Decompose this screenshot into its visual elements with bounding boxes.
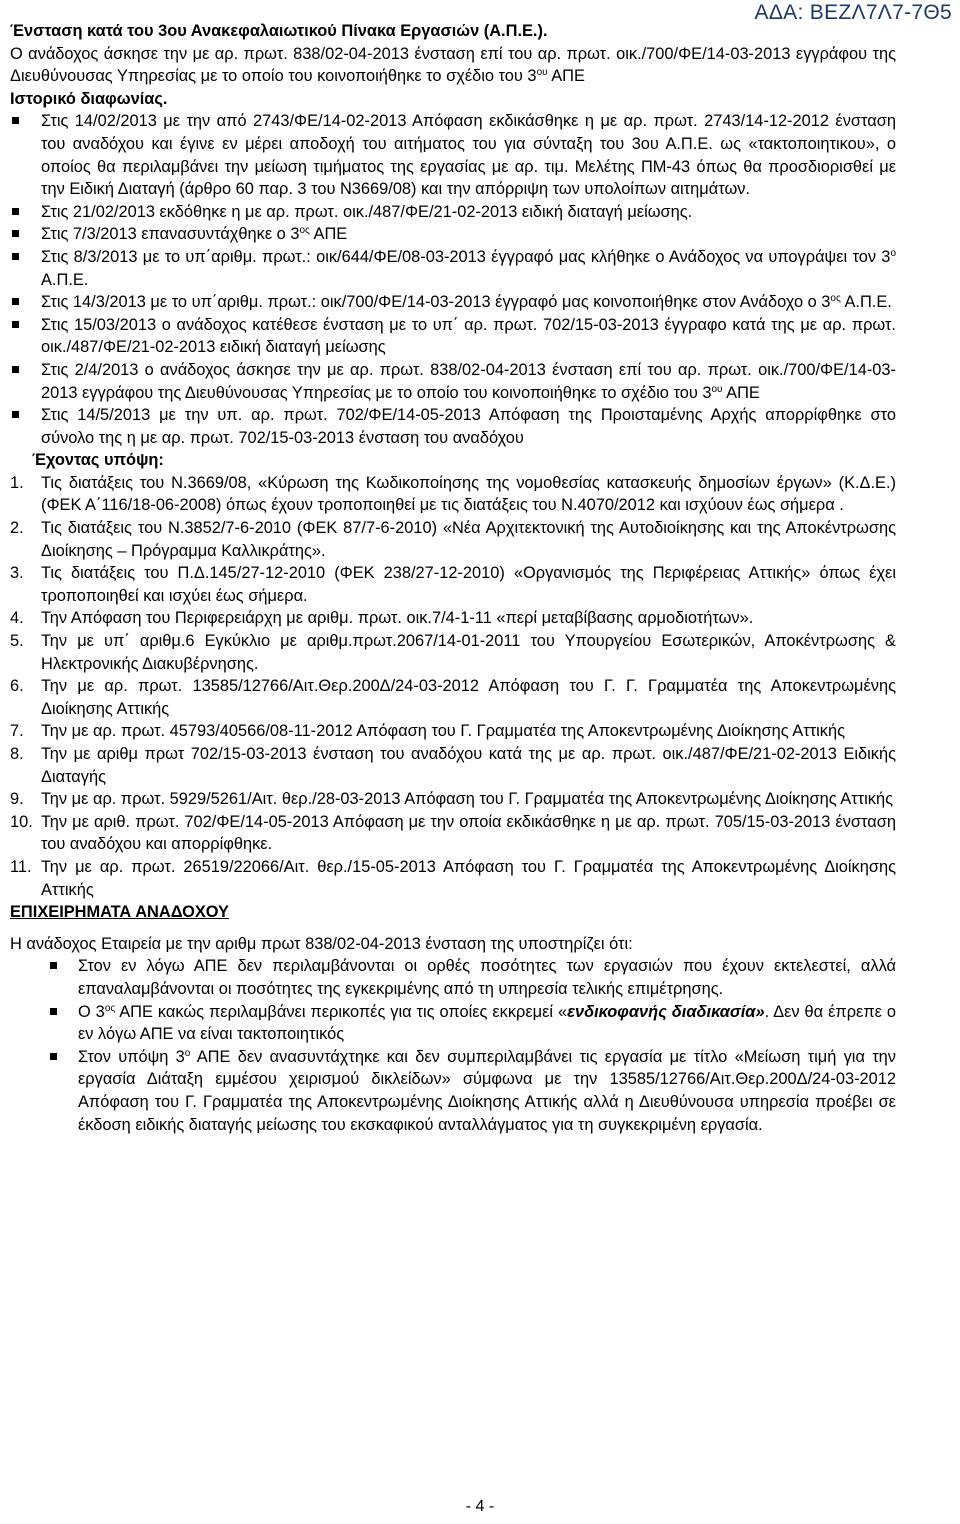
considering-heading: Έχοντας υπόψη: <box>32 451 164 470</box>
history-item: Στις 14/02/2013 με την από 2743/ΦΕ/14-02-2013 Απόφαση εκδικάσθηκε η με αρ. πρωτ. 2743/14-12-2012 ένσταση του αναδόχου και έγινε εν μέρει αποδοχή του αιτήματος του για σύνταξη του 3ου Α.Π.Ε. ως «τακτοποιητικου», ο οποίος θα περιλαμβάνει την μείωση τιμήματος της εργασίας με αρ. τιμ. Μελέτης ΠΜ-43 όπως θα προσδιορισθεί με την Ειδική Διαταγή (άρθρο 60 παρ. 3 του Ν3669/08) και την απόρριψη των υπολοίπων αιτημάτων. <box>10 110 896 200</box>
considering-item: 3. Τις διατάξεις του Π.Δ.145/27-12-2010 (ΦΕΚ 238/27-12-2010) «Οργανισμός της Περιφέρειας Αττικής» όπως έχει τροποποιηθεί και ισχύει έως σήμερα. <box>10 564 896 605</box>
considering-item: 7. Την με αρ. πρωτ. 45793/40566/08-11-2012 Απόφαση του Γ. Γραμματέα της Αποκεντρωμένης Διοίκησης Αττικής <box>10 722 846 741</box>
considering-item: 8. Την με αριθμ πρωτ 702/15-03-2013 ένσταση του αναδόχου κατά της με αρ. πρωτ. οικ./487/ΦΕ/21-02-2013 Ειδικής Διαταγής <box>10 745 896 786</box>
arguments-heading: ΕΠΙΧΕΙΡΗΜΑΤΑ ΑΝΑΔΟΧΟΥ <box>10 903 229 922</box>
history-item: Στις 14/5/2013 με την υπ. αρ. πρωτ. 702/ΦΕ/14-05-2013 Απόφαση της Προισταμένης Αρχής απορρίφθηκε στο σύνολο της η με αρ. πρωτ. 702/15-03-2013 ένσταση του αναδόχου <box>10 404 896 449</box>
argument-item: Ο $3^{o\varsigma}$ ΑΠΕ κακώς περιλαμβάνει περικοπές για τις οποίες εκκρεμεί «ενδικοφανής διαδικασία». Δεν θα έπρεπε ο εν λόγω ΑΠΕ να είναι τακτοποιητικός <box>10 1001 896 1046</box>
considering-item: 11. Την με αρ. πρωτ. 26519/22066/Αιτ. θερ./15-05-2013 Απόφαση του Γ. Γραμματέα της Αποκεντρωμένης Διοίκησης Αττικής <box>10 857 896 899</box>
arguments-intro: Η ανάδοχος Εταιρεία με την αριθμ πρωτ 838/02-04-2013 ένσταση της υποστηρίζει ότι: <box>10 934 633 953</box>
considering-item: 1. Τις διατάξεις του Ν.3669/08, «Κύρωση της Κωδικοποίησης της νομοθεσίας κατασκευής δημοσίων έργων» (Κ.Δ.Ε.) (ΦΕΚ Α΄116/18-06-2008) όπως έχουν τροποποιηθεί με τις διατάξεις του Ν.4070/2012 και ισχύουν έως σήμερα . <box>10 473 896 515</box>
history-heading: Ιστορικό διαφωνίας. <box>10 89 168 108</box>
history-item: Στις 14/3/2013 με το υπ΄αριθμ. πρωτ.: οικ/700/ΦΕ/14-03-2013 έγγραφό μας κοινοποιήθηκε στον Ανάδοχο ο $3^{o\varsigma}$ Α.Π.Ε. <box>10 291 896 314</box>
arguments-list <box>10 955 896 1136</box>
considering-item: 2. Τις διατάξεις του Ν.3852/7-6-2010 (ΦΕΚ 87/7-6-2010) «Νέα Αρχιτεκτονική της Αυτοδιοίκησης και της Αποκέντρωσης Διοίκησης – Πρόγραμμα Καλλικράτης». <box>10 519 896 560</box>
ada-code: ΑΔΑ: ΒΕΖΛ7Λ7-7Θ5 <box>754 1 952 24</box>
page-number: - 4 - <box>465 1498 495 1515</box>
considering-list <box>10 472 896 901</box>
history-list <box>10 110 896 449</box>
objection-title: Ένσταση κατά του 3ου Ανακεφαλαιωτικού Πίνακα Εργασιών (Α.Π.Ε.). <box>10 22 548 40</box>
argument-item: Στον υπόψη $3^o$ ΑΠΕ δεν ανασυντάχτηκε και δεν συμπεριλαμβάνει τις εργασία με τίτλο «Μείωση τιμή για την εργασία Διάταξη εμμέσου χειρισμού δικλείδων» σύμφωνα με την 13585/12766/Αιτ.Θερ.200Δ/24-03-2012 Απόφαση του Γ. Γραμματέα της Αποκεντρωμένης Διοίκησης Αττικής αλλά η Διευθύνουσα υπηρεσία προέβει σε έκδοση ειδικής διαταγής μείωσης του εκσκαφικού ανταλλάγματος για τη συγκεκριμένη εργασία. <box>10 1046 896 1136</box>
history-item: Στις 7/3/2013 επανασυντάχθηκε ο $3^{o\varsigma}$ ΑΠΕ <box>10 223 896 246</box>
document-body <box>10 20 896 1136</box>
history-item: Στις 21/02/2013 εκδόθηκε η με αρ. πρωτ. οικ./487/ΦΕ/21-02-2013 ειδική διαταγή μείωσης. <box>10 201 896 224</box>
history-item: Στις 8/3/2013 με το υπ΄αριθμ. πρωτ.: οικ/644/ΦΕ/08-03-2013 έγγραφό μας κλήθηκε ο Ανάδοχος να υπογράψει τον $3^o$ Α.Π.Ε. <box>10 246 896 291</box>
history-item: Στις 15/03/2013 ο ανάδοχος κατέθεσε ένσταση με το υπ΄ αρ. πρωτ. 702/15-03-2013 έγγραφο κατά της με αρ. πρωτ. οικ./487/ΦΕ/21-02-2013 ειδική διαταγή μείωσης <box>10 314 896 359</box>
considering-item: 4. Την Απόφαση του Περιφερειάρχη με αριθμ. πρωτ. οικ.7/4-1-11 «περί μεταβίβασης αρμοδιοτήτων». <box>10 609 754 628</box>
history-item: Στις 2/4/2013 ο ανάδοχος άσκησε την με αρ. πρωτ. 838/02-04-2013 ένσταση επί του αρ. πρωτ. οικ./700/ΦΕ/14-03-2013 εγγράφου της Διευθύνουσας Υπηρεσίας με το οποίο του κοινοποιήθηκε το σχέδιο του $3^{o\upsilon}$ ΑΠΕ <box>10 359 896 404</box>
argument-item: Στον εν λόγω ΑΠΕ δεν περιλαμβάνονται οι ορθές ποσότητες των εργασιών που έχουν εκτελεστεί, αλλά επαναλαμβάνονται οι ποσότητες της εγκεκριμένης από τη υπηρεσία τελικής επιμέτρησης. <box>10 955 896 1000</box>
considering-item: 6. Την με αρ. πρωτ. 13585/12766/Αιτ.Θερ.200Δ/24-03-2012 Απόφαση του Γ. Γ. Γραμματέα της Αποκεντρωμένης Διοίκησης Αττικής <box>10 677 896 718</box>
considering-item: 5. Την με υπ΄ αριθμ.6 Εγκύκλιο με αριθμ.πρωτ.2067/14-01-2011 του Υπουργείου Εσωτερικών, Αποκέντρωσης & Ηλεκτρονικής Διακυβέρνησης. <box>10 632 896 673</box>
considering-item: 9. Την με αρ. πρωτ. 5929/5261/Αιτ. θερ./28-03-2013 Απόφαση του Γ. Γραμματέα της Αποκεντρωμένης Διοίκησης Αττικής <box>10 790 893 809</box>
considering-item: 10. Την με αριθ. πρωτ. 702/ΦΕ/14-05-2013 Απόφαση με την οποία εκδικάσθηκε η με αρ. πρωτ. 705/15-03-2013 ένσταση του αναδόχου και απορρίφθηκε. <box>10 812 896 854</box>
objection-summary: Ο ανάδοχος άσκησε την με αρ. πρωτ. 838/02-04-2013 ένσταση επί του αρ. πρωτ. οικ./700/ΦΕ/14-03-2013 εγγράφου της Διευθύνουσας Υπηρεσίας με το οποίο του κοινοποιήθηκε το σχέδιο του $3^{o\upsilon}$ ΑΠΕ <box>10 44 896 86</box>
